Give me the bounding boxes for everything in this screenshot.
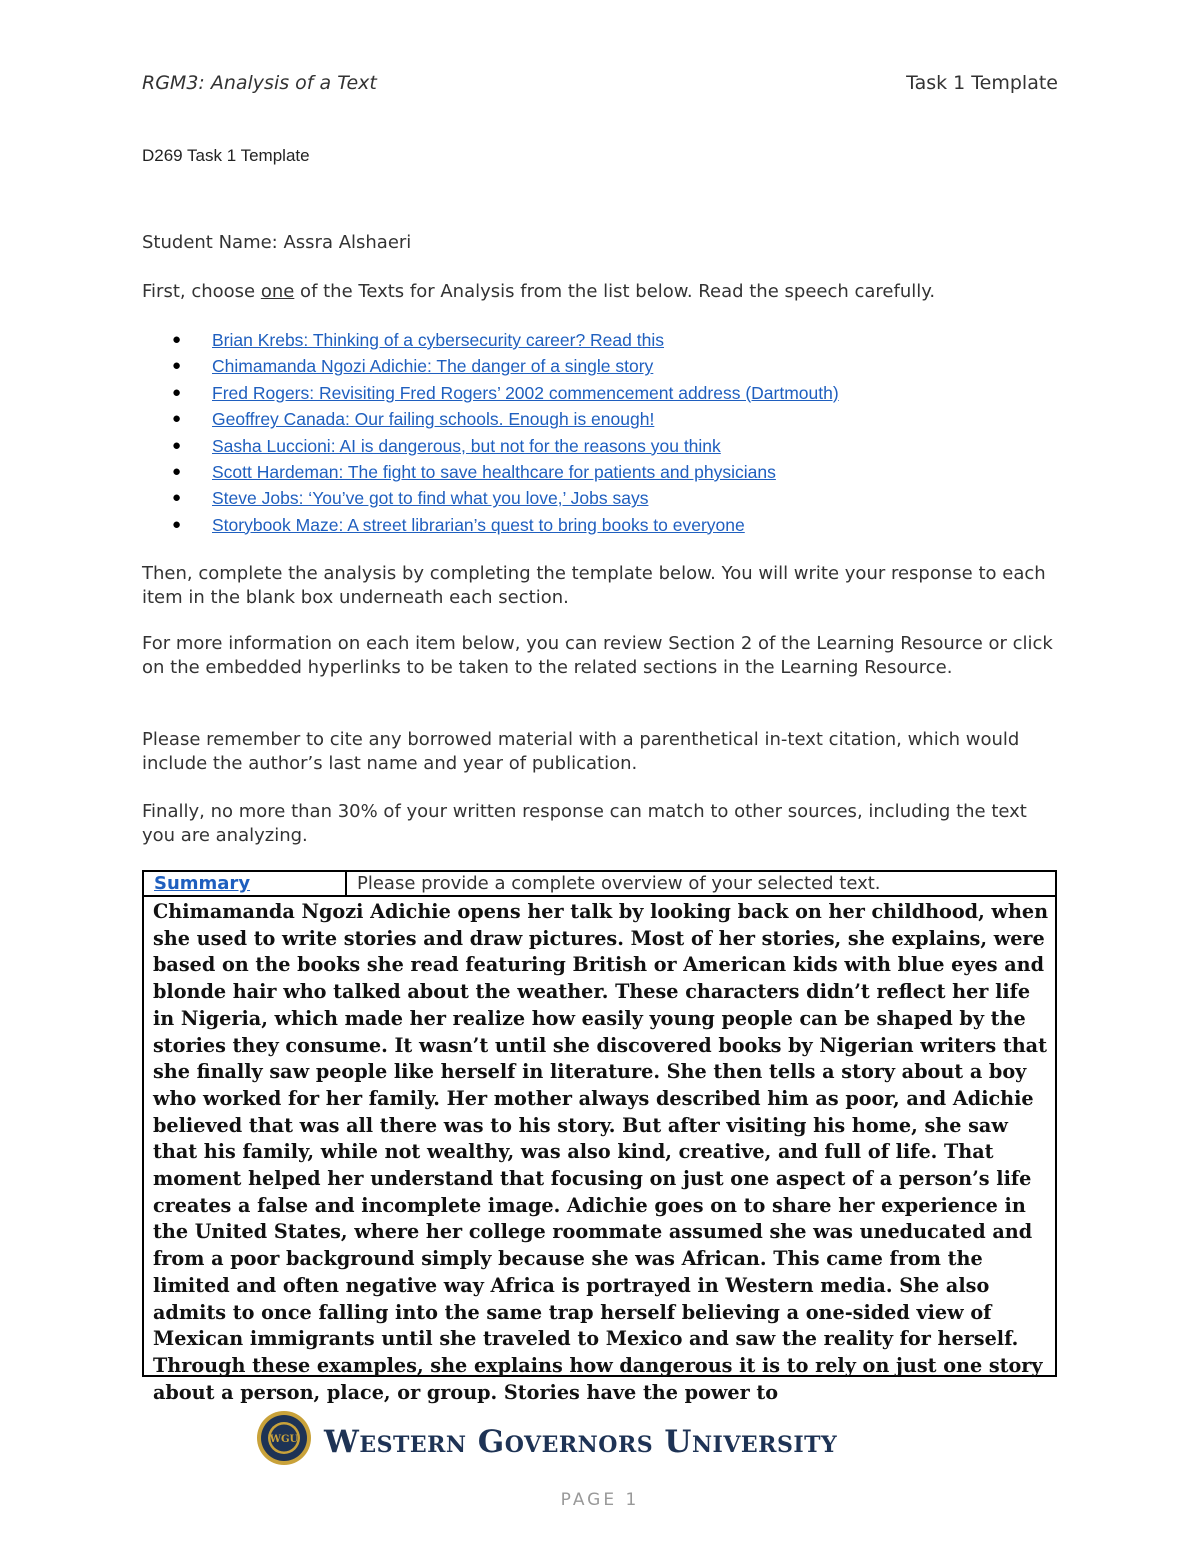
paragraph-more-information: For more information on each item below, you can review Section 2 of the Learning Resource or click on the embedded hyperlinks to be taken to the related sections in the Learning Resource.	[142, 633, 1053, 678]
bullet-icon: ●	[172, 331, 182, 348]
wgu-logo	[256, 1410, 916, 1478]
instructions-after: of the Texts for Analysis from the list below. Read the speech carefully.	[294, 281, 936, 302]
link-sasha-luccioni[interactable]: Sasha Luccioni: AI is dangerous, but not for the reasons you think	[212, 435, 721, 456]
bullet-icon: ●	[172, 462, 182, 480]
bullet-icon: ●	[172, 410, 182, 428]
bullet-icon: ●	[172, 515, 182, 533]
summary-link[interactable]: Summary	[154, 873, 251, 894]
university-name: Western Governors University	[324, 1424, 838, 1460]
document-title: D269 Task 1 Template	[142, 146, 310, 165]
link-steve-jobs[interactable]: Steve Jobs: ‘You’ve got to find what you love,’ Jobs says	[212, 488, 649, 509]
bullet-icon: ●	[172, 383, 182, 401]
summary-response-text[interactable]: Chimamanda Ngozi Adichie opens her talk by looking back on her childhood, when she used to write stories and draw pictures. Most of her stories, she explains, were based on the books she read featuring British or American kids with blue eyes and blonde hair who talked about the weather. These characters didn’t reflect her life in Nigeria, which made her realize how easily young people can be shaped by the stories they consume. It wasn’t until she discovered books by Nigerian writers that she finally saw people like herself in literature. She then tells a story about a boy who worked for her family. Her mother always described him as poor, and Adichie believed that was all there was to his story. But after visiting his home, she saw that his family, while not wealthy, was also kind, creative, and full of life. That moment helped her understand that focusing on just one aspect of a person’s life creates a false and incomplete image. Adichie goes on to share her experience in the United States, where her college roommate assumed she was uneducated and from a poor background simply because she was African. This came from the limited and often negative way Africa is portrayed in Western media. She also admits to once falling into the same trap herself believing a one-sided view of Mexican immigrants until she traveled to Mexico and saw the reality for herself. Through these examples, she explains how dangerous it is to rely on just one story about a person, place, or group. Stories have the power to	[153, 900, 1049, 1404]
instructions-before: First, choose	[142, 281, 261, 302]
header-course-title: RGM3: Analysis of a Text	[142, 72, 377, 94]
summary-table	[142, 870, 1057, 1404]
summary-prompt: Please provide a complete overview of your selected text.	[357, 873, 881, 894]
link-scott-hardeman[interactable]: Scott Hardeman: The fight to save healthcare for patients and physicians	[212, 461, 776, 482]
seal-letters: WGU	[269, 1434, 299, 1445]
instructions-underlined: one	[260, 281, 295, 302]
link-geoffrey-canada[interactable]: Geoffrey Canada: Our failing schools. Enough is enough!	[212, 409, 655, 430]
paragraph-citation: Please remember to cite any borrowed material with a parenthetical in-text citation, which would include the author’s last name and year of publication.	[142, 729, 1020, 774]
paragraph-similarity: Finally, no more than 30% of your written response can match to other sources, including the text you are analyzing.	[142, 801, 1027, 846]
link-storybook-maze[interactable]: Storybook Maze: A street librarian’s quest to bring books to everyone	[212, 514, 745, 535]
page-number: PAGE 1	[560, 1490, 640, 1510]
wgu-seal-icon	[256, 1410, 312, 1466]
paragraph-complete-template: Then, complete the analysis by completing the template below. You will write your response to each item in the blank box underneath each section.	[142, 563, 1046, 608]
bullet-icon: ●	[172, 357, 182, 375]
link-chimamanda-adichie[interactable]: Chimamanda Ngozi Adichie: The danger of a single story	[212, 356, 654, 377]
summary-table-header	[144, 872, 1055, 897]
instructions	[142, 281, 935, 302]
bullet-icon: ●	[172, 436, 182, 454]
student-name: Student Name: Assra Alshaeri	[142, 232, 412, 253]
link-fred-rogers[interactable]: Fred Rogers: Revisiting Fred Rogers’ 2002 commencement address (Dartmouth)	[212, 382, 839, 403]
table-divider	[345, 872, 347, 895]
header-template-label: Task 1 Template	[906, 72, 1058, 94]
link-brian-krebs[interactable]: Brian Krebs: Thinking of a cybersecurity career? Read this	[212, 330, 664, 350]
bullet-icon: ●	[172, 489, 182, 507]
